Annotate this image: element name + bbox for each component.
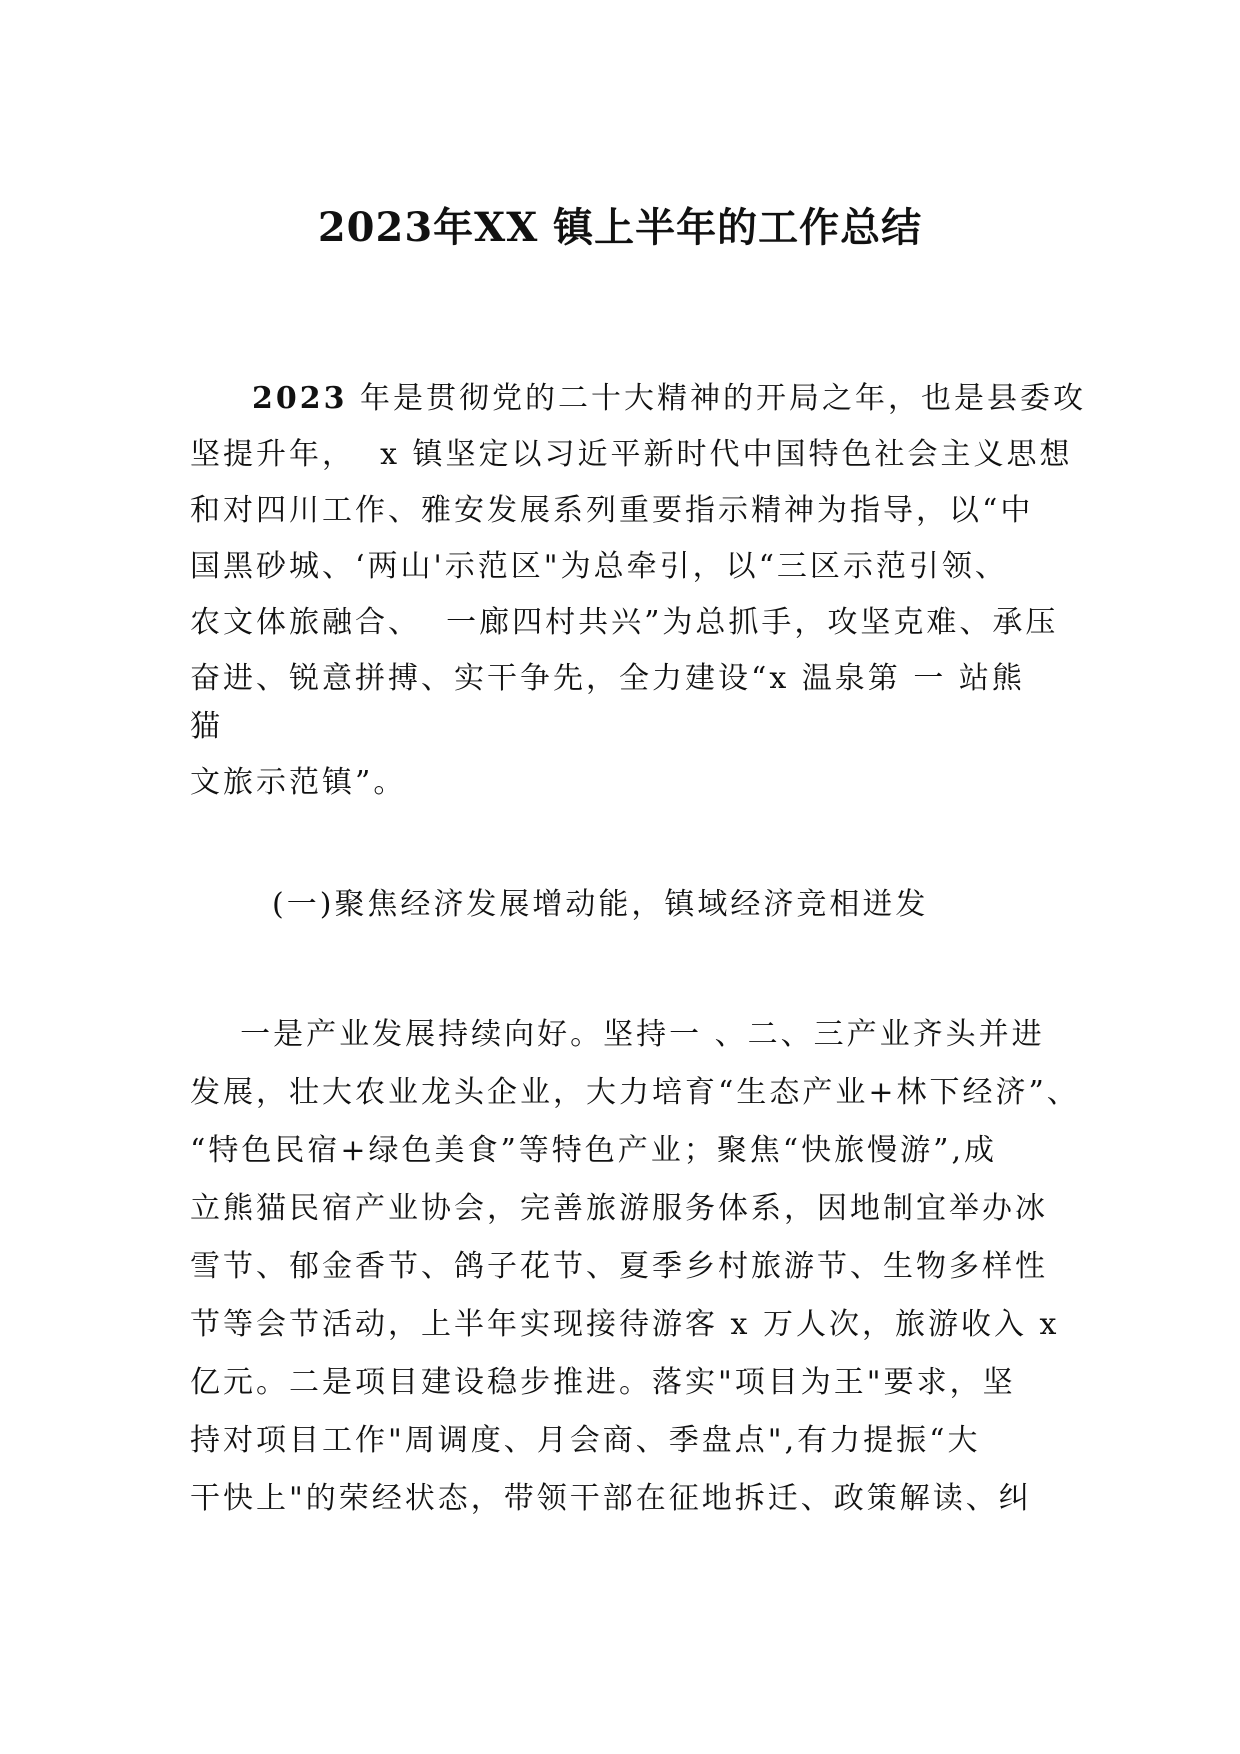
section-line-9: 干快上"的荣经状态，带领干部在征地拆迁、政策解读、纠 xyxy=(190,1481,1032,1516)
intro-line-1-text: 年是贯彻党的二十大精神的开局之年，也是县委攻 xyxy=(347,381,1087,416)
section-line-3: “特色民宿+绿色美食”等特色产业；聚焦“快旅慢游”,成 xyxy=(190,1133,998,1168)
section-line-4: 立熊猫民宿产业协会，完善旅游服务体系，因地制宜举办冰 xyxy=(190,1191,1048,1226)
intro-line-5: 农文体旅融合、 一廊四村共兴”为总抓手，攻坚克难、承压 xyxy=(190,605,1059,640)
intro-line-6: 奋进、锐意拼搏、实干争先，全力建设“x 温泉第 一 站熊 xyxy=(190,661,1025,696)
intro-year: 2023 xyxy=(252,381,348,416)
intro-line-1 xyxy=(252,380,1086,418)
intro-line-4: 国黑砂城、‘两山'示范区"为总牵引，以“三区示范引领、 xyxy=(190,549,1008,584)
intro-line-7: 猫 xyxy=(190,709,223,744)
intro-line-3: 和对四川工作、雅安发展系列重要指示精神为指导，以“中 xyxy=(190,493,1034,528)
section-line-2: 发展，壮大农业龙头企业，大力培育“生态产业+林下经济”、 xyxy=(190,1075,1080,1110)
intro-line-2: 坚提升年， x 镇坚定以习近平新时代中国特色社会主义思想 xyxy=(190,437,1073,472)
section-line-1: 一是产业发展持续向好。坚持一 、二、三产业齐头并进 xyxy=(190,1017,1045,1052)
section-line-8: 持对项目工作"周调度、月会商、季盘点",有力提振“大 xyxy=(190,1423,981,1458)
intro-line-8: 文旅示范镇”。 xyxy=(190,765,407,800)
document-title: 2023年XX 镇上半年的工作总结 xyxy=(317,204,923,251)
section-line-7: 亿元。二是项目建设稳步推进。落实"项目为王"要求，坚 xyxy=(190,1365,1016,1400)
section-line-6: 节等会节活动，上半年实现接待游客 x 万人次，旅游收入 x xyxy=(190,1307,1060,1342)
section-line-5: 雪节、郁金香节、鸽子花节、夏季乡村旅游节、生物多样性 xyxy=(190,1249,1048,1284)
section-heading: (一)聚焦经济发展增动能，镇域经济竞相迸发 xyxy=(272,887,929,922)
